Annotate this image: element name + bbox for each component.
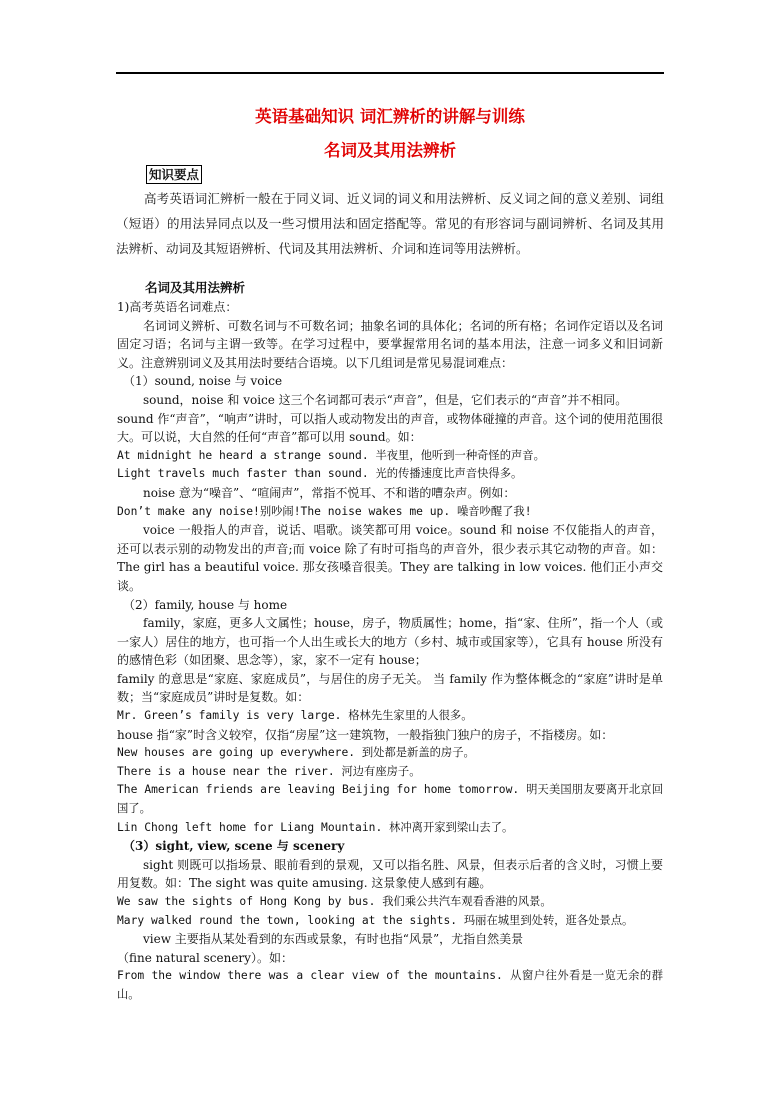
- paragraph: family 的意思是“家庭、家庭成员”，与居住的房子无关。 当 family 作为整体概念的“家庭”讲时是单数；当“家庭成员”讲时是复数。如：: [117, 671, 663, 705]
- paragraph: view 主要指从某处看到的东西或景象，有时也指“风景”，尤指自然美景: [143, 932, 524, 947]
- paragraph: 1)高考英语名词难点：: [117, 300, 238, 314]
- document-title: 英语基础知识 词汇辨析的讲解与训练: [255, 107, 525, 126]
- intro-paragraph: [116, 186, 664, 261]
- example-sentence: From the window there was a clear view of the mountains. 从窗户往外看是一览无余的群山。: [117, 969, 663, 1001]
- header-rule: [116, 72, 664, 74]
- example-sentence: Don’t make any noise!别吵闹!The noise wakes me up. 噪音吵醒了我!: [117, 504, 532, 518]
- document-subtitle: 名词及其用法辨析: [324, 141, 456, 160]
- intro-text: 高考英语词汇辨析一般在于同义词、近义词的词义和用法辨析、反义词之间的意义差别、词组（短语）的用法异同点以及一些习惯用法和固定搭配等。常见的有形容词与副词辨析、名词及其用法辨析、动词及其短语辨析、代词及其用法辨析、介词和连词等用法辨析。: [116, 191, 664, 256]
- paragraph: family，家庭，更多人文属性；house，房子，物质属性；home，指“家、住所”，指一个人（或一家人）居住的地方，也可指一个人出生或长大的地方（乡村、城市或国家等），它具有 house 所没有的感情色彩（如团聚、思念等），家，家不一定有 house；: [117, 616, 663, 668]
- example-sentence: Lin Chong left home for Liang Mountain. 林冲离开家到梁山去了。: [117, 820, 514, 834]
- example-sentence: There is a house near the river. 河边有座房子。: [117, 764, 421, 778]
- example-sentence: Mary walked round the town, looking at the sights. 玛丽在城里到处转，逛各处景点。: [117, 913, 634, 927]
- sub-heading: 名词及其用法辨析: [145, 280, 246, 295]
- section-label: 知识要点: [146, 165, 202, 184]
- paragraph: voice 一般指人的声音，说话、唱歌。谈笑都可用 voice。sound 和 noise 不仅能指人的声音，还可以表示别的动物发出的声音;而 voice 除了有时可指鸟的声音外，很少表示其它动物的声音。如：The girl has a beautiful voice. 那女孩嗓音很美。They are talking in low voices. 他们正小声交谈。: [117, 523, 663, 593]
- paragraph: （1）sound, noise 与 voice: [123, 374, 283, 389]
- paragraph: 名词词义辨析、可数名词与不可数名词；抽象名词的具体化；名词的所有格；名词作定语以及名词固定习语；名词与主谓一致等。在学习过程中，要掌握常用名词的基本用法，注意一词多义和旧词新义。注意辨别词义及其用法时要结合语境。以下几组词是常见易混词难点：: [117, 318, 663, 370]
- example-sentence: At midnight he heard a strange sound. 半夜里，他听到一种奇怪的声音。: [117, 448, 545, 462]
- example-sentence: We saw the sights of Hong Kong by bus. 我们乘公共汽车观看香港的风景。: [117, 895, 552, 908]
- example-sentence: The American friends are leaving Beijing for home tomorrow. 明天美国朋友要离开北京回国了。: [117, 783, 663, 816]
- paragraph: （2）family, house 与 home: [123, 597, 288, 612]
- paragraph: house 指“家”时含义较窄，仅指“房屋”这一建筑物，一般指独门独户的房子，不指楼房。如：: [117, 727, 614, 742]
- paragraph: sound 作“声音”，“响声”讲时，可以指人或动物发出的声音，或物体碰撞的声音。这个词的使用范围很大。可以说，大自然的任何“声音”都可以用 sound。如：: [117, 411, 663, 445]
- example-sentence: Mr. Green’s family is very large. 格林先生家里的人很多。: [117, 709, 473, 723]
- paragraph: （3）sight, view, scene 与 scenery: [123, 839, 345, 854]
- paragraph: noise 意为“噪音”、“喧闹声”，常指不悦耳、不和谐的嘈杂声。例如：: [143, 485, 516, 500]
- body-text: [117, 298, 663, 1005]
- paragraph: （fine natural scenery）。如：: [117, 950, 293, 965]
- paragraph: sight 则既可以指场景、眼前看到的景观，又可以指名胜、风景，但表示后者的含义时，习惯上要用复数。如：The sight was quite amusing. 这景象使人感到有趣。: [117, 857, 663, 891]
- paragraph: sound，noise 和 voice 这三个名词都可表示“声音”，但是，它们表示的“声音”并不相同。: [143, 392, 628, 407]
- example-sentence: Light travels much faster than sound. 光的传播速度比声音快得多。: [117, 467, 523, 481]
- example-sentence: New houses are going up everywhere. 到处都是新盖的房子。: [117, 746, 475, 760]
